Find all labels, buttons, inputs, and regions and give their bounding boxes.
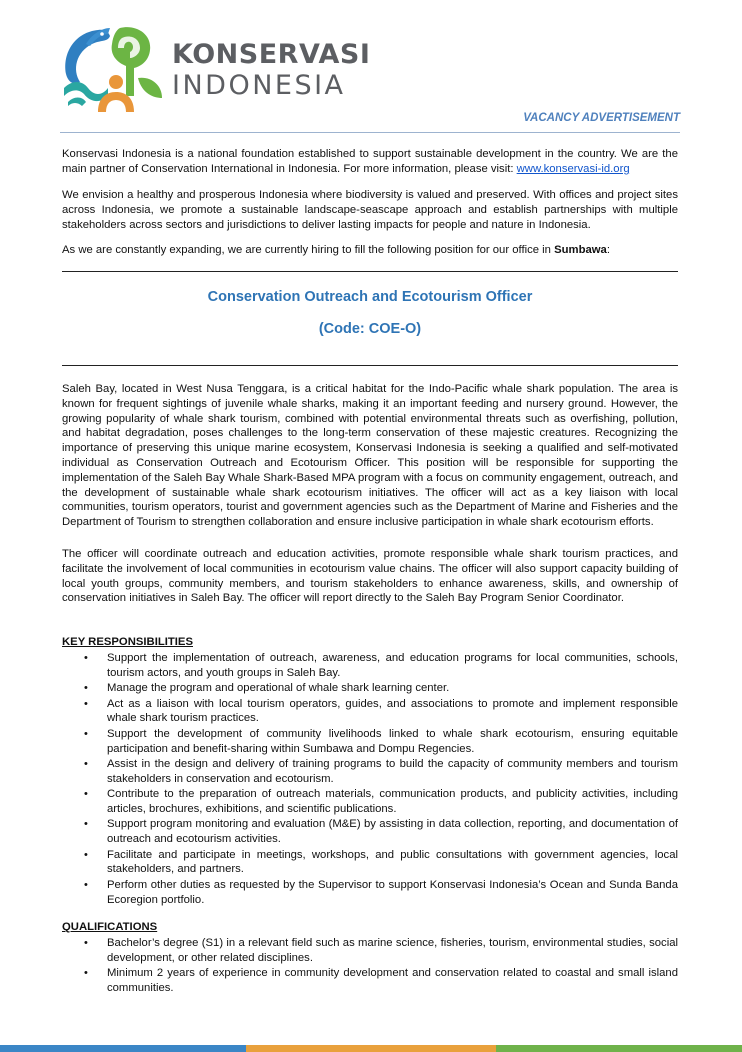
- list-item: • Assist in the design and delivery of training programs to build the capacity of community members and tourism stakeholders in conservation and ecotourism.: [62, 757, 678, 787]
- website-link[interactable]: www.konservasi-id.org: [516, 162, 630, 175]
- position-code: (Code: COE-O): [318, 321, 422, 337]
- list-item: • Perform other duties as requested by the Supervisor to support Konservasi Indonesia’s Ocean and Sunda Banda Ecoregion portfolio.: [62, 878, 678, 908]
- footer-color-bar: [0, 1045, 742, 1052]
- vacancy-advertisement-label: VACANCY ADVERTISEMENT: [523, 112, 680, 124]
- list-item: • Act as a liaison with local tourism operators, guides, and associations to promote and implement responsible whale shark tourism practices.: [62, 697, 678, 727]
- list-item: • Support the implementation of outreach, awareness, and education programs for local communities, schools, tourism actors, and youth groups in Saleh Bay.: [62, 651, 678, 681]
- description-paragraph-2: The officer will coordinate outreach and education activities, promote responsible whale shark tourism practices, and facilitate the involvement of local communities in ecotourism value chains. The officer will also support capacity building of local youth groups, community members, and tourism stakeholders to enhance awareness, skills, and ownership of conservation initiatives in Saleh Bay. The officer will report directly to the Saleh Bay Program Senior Coordinator.: [62, 548, 678, 605]
- intro-paragraph-1: [62, 147, 678, 177]
- header-divider: [60, 132, 680, 133]
- footer-bar-orange: [246, 1045, 496, 1052]
- list-item: • Minimum 2 years of experience in community development and conservation related to coastal and small island communities.: [62, 966, 678, 996]
- list-item: • Support program monitoring and evaluation (M&E) by assisting in data collection, reporting, and documentation of outreach and ecotourism activities.: [62, 817, 678, 847]
- list-item: • Manage the program and operational of whale shark learning center.: [62, 681, 678, 696]
- list-item: • Facilitate and participate in meetings, workshops, and public consultations with government agencies, local stakeholders, and partners.: [62, 848, 678, 878]
- logo-mark-icon: [58, 22, 166, 114]
- intro-paragraph-2: We envision a healthy and prosperous Indonesia where biodiversity is valued and preserved. With offices and project sites across Indonesia, we promote a sustainable landscape-seascape approach and establish partnerships with multiple stakeholders across sectors and jurisdictions to deliver lasting impacts for people and nature in Indonesia.: [62, 189, 678, 231]
- intro-p3-text: As we are constantly expanding, we are currently hiring to fill the following position for our office in: [62, 244, 555, 256]
- intro-paragraph-3: [62, 243, 678, 258]
- responsibilities-list: [62, 651, 678, 908]
- key-responsibilities-heading: KEY RESPONSIBILITIES: [62, 636, 193, 648]
- logo-wordmark-konservasi: KONSERVASI: [172, 39, 371, 70]
- position-title: Conservation Outreach and Ecotourism Officer: [207, 289, 533, 305]
- intro-p1-text: Konservasi Indonesia is a national foundation established to support sustainable development in the country. We are the main partner of Conservation International in Indonesia. For more information, please visit:: [62, 148, 678, 175]
- footer-bar-green: [496, 1045, 742, 1052]
- intro-p3-end: :: [606, 244, 610, 256]
- list-item: • Contribute to the preparation of outreach materials, communication products, and publicity activities, including articles, brochures, exhibitions, and scientific publications.: [62, 787, 678, 817]
- logo-wordmark-indonesia: INDONESIA: [172, 70, 346, 101]
- title-top-divider: [62, 271, 678, 272]
- footer-bar-blue: [0, 1045, 246, 1052]
- description-paragraph-1: Saleh Bay, located in West Nusa Tenggara, is a critical habitat for the Indo-Pacific whale shark population. The area is known for frequent sightings of juvenile whale sharks, making it an important feeding and nursery ground. However, the growing popularity of whale shark tourism, combined with potential environmental threats such as overfishing, pollution, and habitat degradation, poses challenges to the long-term conservation of these majestic creatures. Recognizing the importance of preserving this unique marine ecosystem, Konservasi Indonesia is seeking a qualified and self-motivated individual as Conservation Outreach and Ecotourism Officer. This position will be responsible for supporting the implementation of the Saleh Bay Whale Shark-Based MPA program with a focus on community engagement, outreach, and the development of sustainable whale shark ecotourism initiatives. The officer will act as a key liaison with local communities, tourism operators, tourist and government agencies such as the Department of Marine and Fisheries and the Department of Tourism to strengthen collaboration and ensure inclusive participation in whale shark ecotourism efforts.: [62, 383, 678, 529]
- list-item: • Support the development of community livelihoods linked to whale shark ecotourism, ensuring equitable participation and benefit-sharing within Sumbawa and Dompu Regencies.: [62, 727, 678, 757]
- qualifications-heading: QUALIFICATIONS: [62, 921, 158, 933]
- qualifications-list: [62, 936, 678, 996]
- office-location: Sumbawa: [554, 244, 607, 256]
- list-item: • Bachelor’s degree (S1) in a relevant field such as marine science, fisheries, tourism, environmental studies, social development, or other related disciplines.: [62, 936, 678, 966]
- konservasi-logo: [58, 22, 371, 114]
- title-bottom-divider: [62, 365, 678, 366]
